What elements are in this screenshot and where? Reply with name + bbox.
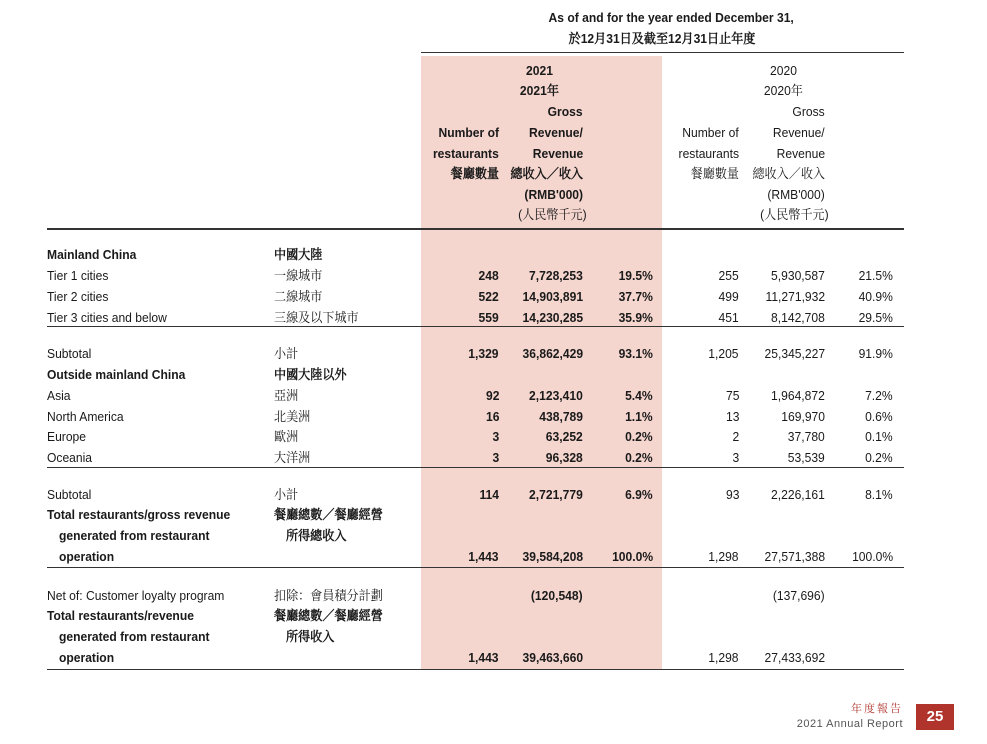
revenue-col-2021-l5: (RMB'000) [524, 187, 583, 202]
mainland-section-rule [47, 326, 904, 327]
restaurants-col-2021-l3: 餐廳數量 [450, 166, 499, 181]
cell-restaurants-2020: 1,298 [708, 650, 739, 665]
row-label-cn: 所得收入 [286, 629, 335, 644]
restaurants-col-2020-l3: 餐廳數量 [690, 166, 739, 181]
cell-revenue-2020: 27,433,692 [764, 650, 825, 665]
row-label-cn: 北美洲 [274, 409, 311, 424]
cell-restaurants-2020: 451 [718, 310, 739, 325]
row-label-en: Europe [47, 429, 86, 444]
row-label-en: North America [47, 409, 124, 424]
cell-share-2020: 7.2% [865, 388, 893, 403]
cell-share-2021: 100.0% [611, 549, 653, 564]
cell-share-2020: 29.5% [858, 310, 893, 325]
restaurants-col-2021-l2: restaurants [433, 146, 499, 161]
total-section-rule [47, 567, 904, 568]
cell-revenue-2020: 8,142,708 [771, 310, 825, 325]
cell-revenue-2020: 1,964,872 [771, 388, 825, 403]
row-label-en: generated from restaurant [59, 528, 210, 543]
period-heading-cn: 於12月31日及截至12月31日止年度 [568, 31, 756, 46]
cell-revenue-2021: 39,463,660 [522, 650, 583, 665]
cell-share-2021: 19.5% [618, 268, 653, 283]
row-label-en: Oceania [47, 450, 93, 465]
cell-revenue-2021: 63,252 [546, 429, 583, 444]
revenue-col-2021-l4: 總收入／收入 [510, 166, 583, 181]
row-label-en: generated from restaurant [59, 629, 210, 644]
cell-revenue-2020: 37,780 [788, 429, 825, 444]
cell-restaurants-2021: 559 [478, 310, 499, 325]
row-label-en: operation [59, 549, 115, 564]
cell-revenue-2021: (120,548) [531, 588, 583, 603]
cell-share-2021: 5.4% [625, 388, 653, 403]
revenue-col-2020-l1: Gross [792, 104, 825, 119]
row-label-cn: 三線及以下城市 [274, 310, 359, 325]
header-rule [421, 52, 904, 53]
row-label-en: Mainland China [47, 247, 137, 262]
year-2021-label: 2021 [526, 63, 553, 78]
row-label-en: Tier 2 cities [47, 289, 109, 304]
cell-share-2020: 91.9% [858, 346, 893, 361]
cell-restaurants-2021: 114 [479, 487, 499, 502]
row-label-cn: 中國大陸以外 [274, 367, 347, 382]
year-2020-label-cn: 2020年 [764, 83, 803, 98]
cell-revenue-2020: 53,539 [788, 450, 825, 465]
cell-revenue-2021: 438,789 [539, 409, 583, 424]
cell-share-2020: 21.5% [858, 268, 893, 283]
revenue-col-2020-l5: (RMB'000) [767, 187, 825, 202]
year-2021-label-cn: 2021年 [520, 83, 559, 98]
cell-revenue-2020: 5,930,587 [771, 268, 825, 283]
row-label-cn: 小計 [274, 346, 299, 361]
row-label-en: operation [59, 650, 115, 665]
row-label-cn: 扣除：會員積分計劃 [274, 588, 383, 603]
footer-annual-report-cn: 年度報告 [851, 703, 903, 715]
cell-restaurants-2020: 1,205 [708, 346, 739, 361]
cell-restaurants-2020: 499 [718, 289, 739, 304]
row-label-en: Net of: Customer loyalty program [47, 588, 225, 603]
cell-restaurants-2021: 92 [485, 388, 499, 403]
revenue-col-2020-l3: Revenue [776, 146, 825, 161]
cell-revenue-2021: 39,584,208 [522, 549, 583, 564]
row-label-cn: 亞洲 [274, 388, 299, 403]
restaurants-col-2020-l1: Number of [682, 125, 739, 140]
cell-share-2021: 35.9% [618, 310, 653, 325]
cell-share-2020: 0.6% [865, 409, 893, 424]
row-label-cn: 歐洲 [274, 429, 299, 444]
row-label-cn: 小計 [274, 487, 299, 502]
outside-section-rule [47, 467, 904, 468]
cell-revenue-2021: 2,123,410 [529, 388, 583, 403]
cell-restaurants-2021: 3 [492, 429, 499, 444]
row-label-cn: 餐廳總數／餐廳經營 [274, 608, 383, 623]
page-number-badge: 25 [916, 704, 954, 730]
cell-restaurants-2020: 93 [725, 487, 739, 502]
row-label-cn: 所得總收入 [286, 528, 347, 543]
revenue-col-2021-l3: Revenue [532, 146, 583, 161]
cell-revenue-2021: 96,328 [546, 450, 583, 465]
cell-restaurants-2021: 248 [478, 268, 499, 283]
cell-revenue-2021: 7,728,253 [529, 268, 583, 283]
row-label-cn: 中國大陸 [274, 247, 323, 262]
row-label-en: Outside mainland China [47, 367, 186, 382]
revenue-col-2020-l2: Revenue/ [773, 125, 825, 140]
cell-revenue-2021: 14,903,891 [522, 289, 583, 304]
cell-restaurants-2020: 255 [718, 268, 739, 283]
cell-restaurants-2021: 3 [492, 450, 499, 465]
cell-restaurants-2021: 1,443 [468, 549, 499, 564]
row-label-cn: 大洋洲 [274, 450, 311, 465]
cell-share-2021: 37.7% [618, 289, 653, 304]
cell-restaurants-2020: 3 [732, 450, 739, 465]
row-label-en: Total restaurants/revenue [47, 608, 194, 623]
cell-share-2020: 0.2% [865, 450, 893, 465]
revenue-col-2021-l6: (人民幣千元) [518, 207, 587, 222]
cell-restaurants-2020: 13 [725, 409, 739, 424]
cell-share-2021: 0.2% [625, 429, 653, 444]
cell-revenue-2021: 14,230,285 [522, 310, 583, 325]
cell-share-2021: 1.1% [625, 409, 653, 424]
row-label-cn: 一線城市 [274, 268, 323, 283]
cell-restaurants-2021: 16 [485, 409, 499, 424]
cell-restaurants-2020: 2 [732, 429, 739, 444]
cell-share-2021: 6.9% [625, 487, 653, 502]
row-label-en: Total restaurants/gross revenue [47, 507, 231, 522]
cell-revenue-2020: 27,571,388 [764, 549, 825, 564]
year-2020-label: 2020 [770, 63, 797, 78]
cell-revenue-2020: 169,970 [781, 409, 825, 424]
cell-restaurants-2020: 1,298 [708, 549, 739, 564]
row-label-cn: 餐廳總數／餐廳經營 [274, 507, 383, 522]
row-label-cn: 二線城市 [274, 289, 323, 304]
revenue-col-2021-l2: Revenue/ [529, 125, 583, 140]
revenue-col-2020-l4: 總收入／收入 [752, 166, 825, 181]
cell-share-2020: 40.9% [858, 289, 893, 304]
cell-share-2020: 100.0% [851, 549, 893, 564]
table-top-rule [47, 228, 904, 230]
restaurants-col-2020-l2: restaurants [678, 146, 739, 161]
revenue-col-2021-l1: Gross [548, 104, 583, 119]
cell-revenue-2020: 25,345,227 [764, 346, 825, 361]
cell-revenue-2020: 2,226,161 [771, 487, 825, 502]
cell-restaurants-2021: 1,329 [468, 346, 499, 361]
cell-share-2020: 0.1% [865, 429, 893, 444]
footer-annual-report-en: 2021 Annual Report [796, 718, 903, 730]
row-label-en: Tier 3 cities and below [47, 310, 167, 325]
cell-restaurants-2021: 522 [478, 289, 499, 304]
cell-restaurants-2021: 1,443 [468, 650, 499, 665]
cell-share-2020: 8.1% [865, 487, 893, 502]
row-label-en: Subtotal [47, 346, 92, 361]
cell-share-2021: 93.1% [618, 346, 653, 361]
cell-revenue-2021: 36,862,429 [522, 346, 583, 361]
cell-revenue-2021: 2,721,779 [529, 487, 583, 502]
cell-restaurants-2020: 75 [725, 388, 739, 403]
cell-revenue-2020: (137,696) [773, 588, 825, 603]
table-bottom-rule [47, 669, 904, 670]
cell-share-2021: 0.2% [625, 450, 653, 465]
row-label-en: Subtotal [47, 487, 92, 502]
row-label-en: Tier 1 cities [47, 268, 109, 283]
cell-revenue-2020: 11,271,932 [765, 289, 825, 304]
period-heading-en: As of and for the year ended December 31, [548, 10, 794, 25]
revenue-col-2020-l6: (人民幣千元) [760, 207, 829, 222]
restaurants-col-2021-l1: Number of [438, 125, 499, 140]
row-label-en: Asia [47, 388, 71, 403]
